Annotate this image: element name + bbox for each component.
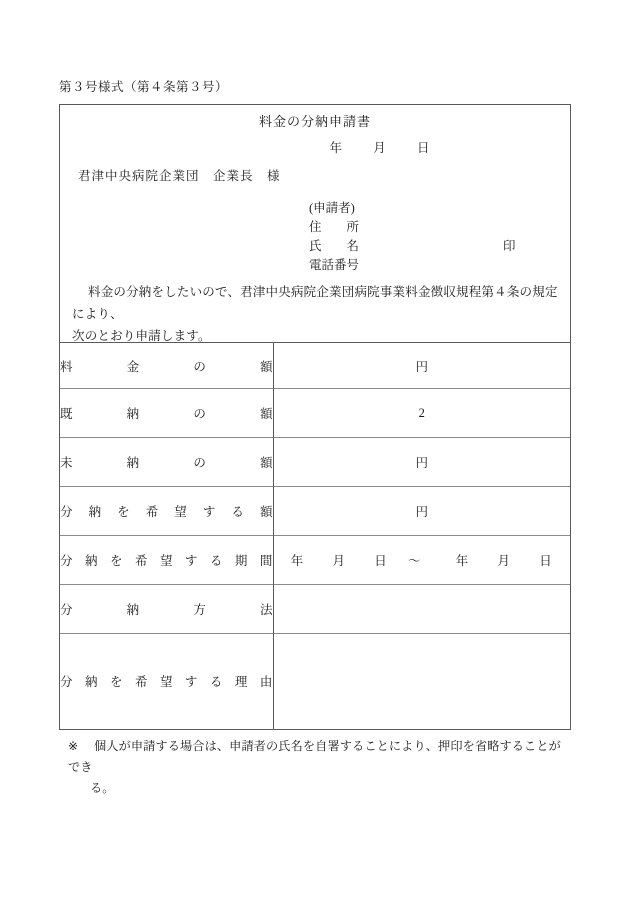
applicant-address-row <box>309 218 359 237</box>
request-body-text <box>72 281 560 347</box>
period-end-year: 年 <box>455 554 470 568</box>
label-char: 法 <box>259 603 273 617</box>
label-char: 納 <box>88 505 102 519</box>
label-char: 額 <box>259 407 273 421</box>
label-char: 納 <box>84 554 98 568</box>
label-char: 希 <box>134 675 148 690</box>
label-char: 金 <box>126 359 140 374</box>
label-char: 料 <box>60 359 73 374</box>
footnote-line-2: る。 <box>90 781 115 795</box>
label-char: 分 <box>60 603 73 617</box>
date-line <box>60 138 570 156</box>
applicant-name-label: 氏 名 <box>309 239 360 253</box>
label-char: 理 <box>234 675 248 690</box>
label-char: 納 <box>126 456 140 470</box>
label-char: 額 <box>259 456 273 470</box>
table-row <box>60 343 570 389</box>
row-value-reason[interactable] <box>273 634 570 729</box>
footnote-line-1: 個人が申請する場合は、申請者の氏名を自署することにより、押印を省略することができ <box>68 739 561 774</box>
row-value-unpaid-amount[interactable]: 円 <box>273 438 570 487</box>
label-char: す <box>202 505 216 519</box>
label-char: 期 <box>234 554 248 568</box>
row-label-unpaid-amount <box>60 438 273 487</box>
applicant-name-row <box>309 237 516 256</box>
label-char: 希 <box>134 554 148 568</box>
applicant-address-label: 住 所 <box>309 220 360 234</box>
label-char: 方 <box>193 603 206 617</box>
label-char: 未 <box>60 456 73 470</box>
label-char: 由 <box>259 675 273 690</box>
row-value-fee-amount[interactable]: 円 <box>415 359 428 374</box>
request-body-line-1: 料金の分納をしたいので、君津中央病院企業団病院事業料金徴収規程第４条の規定により、 <box>72 285 558 321</box>
period-end-month: 月 <box>497 554 512 568</box>
row-label-requested-amount <box>60 487 273 536</box>
label-char: る <box>209 554 223 568</box>
date-year-label: 年 <box>329 141 343 155</box>
applicant-heading: (申請者) <box>309 201 355 215</box>
label-char: 額 <box>259 505 273 519</box>
addressee-line: 君津中央病院企業団 企業長 様 <box>78 169 281 183</box>
label-char: 納 <box>126 603 140 617</box>
period-start-month: 月 <box>332 554 346 568</box>
row-label-fee-amount <box>60 343 273 389</box>
period-start-year: 年 <box>290 554 305 568</box>
label-char: を <box>109 675 123 690</box>
form-header-section <box>60 105 570 342</box>
label-char: 望 <box>159 675 173 690</box>
footnote <box>68 736 573 799</box>
applicant-heading-row <box>309 199 359 218</box>
application-detail-table <box>60 342 570 729</box>
label-char: る <box>231 505 244 519</box>
table-row <box>60 634 570 729</box>
label-char: る <box>209 675 223 690</box>
label-char: 額 <box>259 359 273 374</box>
applicant-phone-row <box>309 256 359 275</box>
label-char: 望 <box>159 554 173 568</box>
row-label-reason <box>60 634 273 729</box>
table-row <box>60 389 570 438</box>
row-label-requested-period <box>60 536 273 585</box>
label-char: す <box>184 554 198 568</box>
row-value-requested-period[interactable] <box>273 536 570 585</box>
label-char: を <box>117 505 130 519</box>
application-form-box <box>59 104 571 730</box>
row-value-requested-amount[interactable]: 円 <box>273 487 570 536</box>
seal-mark-icon: 印 <box>503 239 516 253</box>
row-value-payment-method[interactable] <box>273 585 570 634</box>
label-char: 分 <box>60 554 73 568</box>
label-char: 納 <box>84 675 98 690</box>
applicant-phone-label: 電話番号 <box>309 258 360 272</box>
row-label-paid-amount <box>60 389 273 438</box>
date-month-label: 月 <box>373 141 387 155</box>
label-char: 間 <box>259 554 273 568</box>
period-end-day: 日 <box>539 554 553 568</box>
label-char: 納 <box>126 407 140 421</box>
row-label-payment-method <box>60 585 273 634</box>
label-char: の <box>193 456 206 470</box>
period-start-day: 日 <box>374 554 388 568</box>
table-row <box>60 487 570 536</box>
label-char: 希 <box>145 505 159 519</box>
date-day-label: 日 <box>417 141 431 155</box>
document-title: 料金の分納申請書 <box>258 114 371 129</box>
period-separator: ～ <box>407 554 422 568</box>
label-char: 分 <box>60 505 73 519</box>
applicant-block <box>309 199 516 275</box>
row-value-paid-amount[interactable]: 2 <box>273 389 570 438</box>
label-char: を <box>109 554 123 568</box>
footnote-mark-icon: ※ <box>68 739 79 753</box>
label-char: の <box>193 359 206 374</box>
table-row <box>60 585 570 634</box>
table-row <box>60 536 570 585</box>
label-char: の <box>193 407 206 421</box>
label-char: 分 <box>60 675 73 690</box>
form-number-label: 第３号様式（第４条第３号） <box>59 80 229 94</box>
label-char: す <box>184 675 198 690</box>
request-body-line-2: 次のとおり申請します。 <box>72 329 211 343</box>
label-char: 既 <box>60 407 73 421</box>
label-char: 望 <box>174 505 187 519</box>
table-row <box>60 438 570 487</box>
